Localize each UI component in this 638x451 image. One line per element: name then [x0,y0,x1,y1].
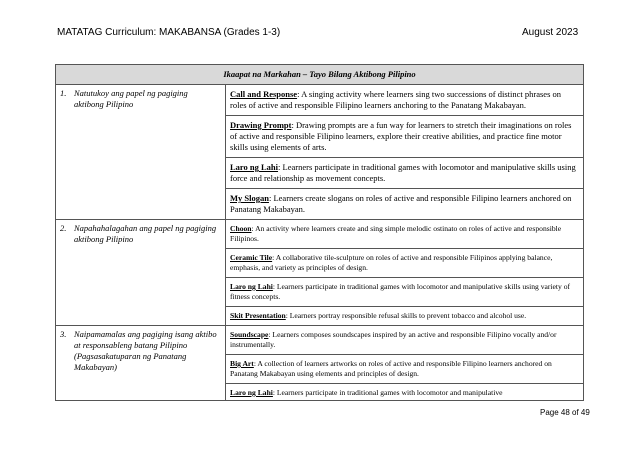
competency-text: Natutukoy ang papel ng pagiging aktibong Pilipino [74,88,188,109]
activity-cell [226,189,584,220]
activity-cell [226,85,584,116]
table-title: Ikaapat na Markahan – Tayo Bilang Aktibong Pilipino [56,65,584,85]
activity-name: Drawing Prompt [230,120,292,130]
activity-desc: : Learners portray responsible refusal skills to prevent tobacco and alcohol use. [285,311,527,320]
header-date: August 2023 [522,27,579,38]
competency-number: 2. [60,223,67,233]
activity-cell [226,220,584,249]
activity-cell [226,355,584,384]
activity-cell [226,116,584,158]
activity-desc: : A singing activity where learners sing two successions of distinct phrases on roles of active and responsible Filipino learners anchoring to the Panatang Makabayan. [230,89,562,110]
activity-cell [226,384,584,401]
activity-desc: : Learners participate in traditional games with locomotor and manipulative skills using variety of fitness concepts. [230,282,571,301]
header-curriculum-title: MATATAG Curriculum: MAKABANSA (Grades 1-3) [57,27,281,38]
activity-desc: : An activity where learners create and sing simple melodic ostinato on roles of active and responsible Filipinos. [230,224,562,243]
competency-cell [56,326,226,401]
activity-name: Skit Presentation [230,311,286,320]
activity-cell [226,158,584,189]
competency-cell [56,220,226,326]
activity-name: Laro ng Lahi [230,282,273,291]
activity-name: Soundscape [230,330,269,339]
activity-name: Big Art [230,359,254,368]
activity-desc: : A collaborative tile-sculpture on roles of active and responsible Filipinos applying balance, emphasis, and variety as principles of design. [230,253,553,272]
activity-desc: : Learners composes soundscapes inspired by an active and responsible Filipino vocally and/or instrumentally. [230,330,557,349]
activity-desc: : Learners participate in traditional games with locomotor and manipulative [272,388,503,397]
competency-text: Napahahalagahan ang papel ng pagiging aktibong Pilipino [74,223,217,244]
activity-name: Ceramic Tile [230,253,273,262]
activity-name: My Slogan [230,193,269,203]
curriculum-table [55,64,584,401]
activity-name: Call and Response [230,89,298,99]
activity-name: Choon [230,224,252,233]
page-number: Page 48 of 49 [540,408,590,417]
activity-name: Laro ng Lahi [230,388,273,397]
activity-cell [226,278,584,307]
competency-text: Naipamamalas ang pagiging isang aktibo at responsableng batang Pilipino (Pagsasakatuparan ng Panatang Makabayan) [74,329,217,372]
activity-cell [226,326,584,355]
activity-desc: : Drawing prompts are a fun way for learners to stretch their imaginations on roles of active and responsible Filipino learners, explore their creative abilities, and practice fine motor skills using elements of arts. [230,120,572,152]
activity-cell [226,249,584,278]
competency-number: 3. [60,329,67,339]
activity-cell [226,307,584,326]
activity-desc: : Learners participate in traditional games with locomotor and manipulative skills using force and relationship as movement concepts. [230,162,576,183]
activity-desc: : Learners create slogans on roles of active and responsible Filipino learners anchored on Panatang Makabayan. [230,193,572,214]
competency-number: 1. [60,88,67,98]
competency-cell [56,85,226,220]
activity-desc: : A collection of learners artworks on roles of active and responsible Filipino learners anchored on Panatang Makabayan using elements and principles of design. [230,359,552,378]
activity-name: Laro ng Lahi [230,162,279,172]
